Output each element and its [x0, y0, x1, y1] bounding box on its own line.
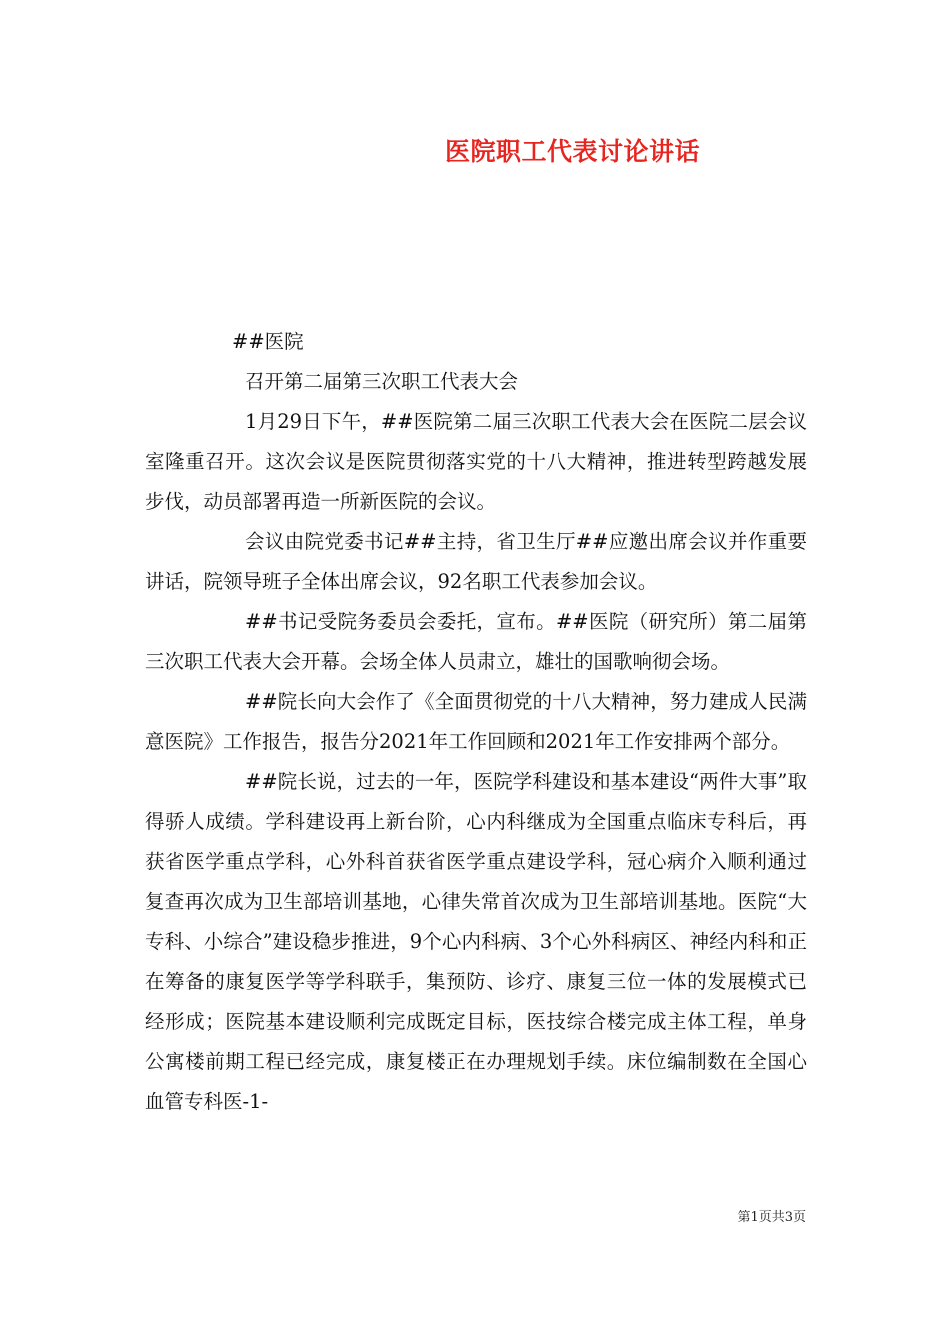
body-paragraph-5: ##院长说，过去的一年，医院学科建设和基本建设“两件大事”取得骄人成绩。学科建设再上新台阶，心内科继成为全国重点临床专科后，再获省医学重点学科，心外科首获省医学重点建设学科，冠心病介入顺利通过复查再次成为卫生部培训基地，心律失常首次成为卫生部培训基地。医院“大专科、小综合”建设稳步推进，9个心内科病、3个心外科病区、神经内科和正在筹备的康复医学等学科联手，集预防、诊疗、康复三位一体的发展模式已经形成；医院基本建设顺利完成既定目标，医技综合楼完成主体工程，单身公寓楼前期工程已经完成，康复楼正在办理规划手续。床位编制数在全国心血管专科医-1-	[145, 770, 807, 1113]
body-paragraph-3: ##书记受院务委员会委托，宣布。##医院（研究所）第二届第三次职工代表大会开幕。会场全体人员肃立，雄壮的国歌响彻会场。	[145, 610, 807, 673]
body-paragraph-4: ##院长向大会作了《全面贯彻党的十八大精神，努力建成人民满意医院》工作报告，报告分2021年工作回顾和2021年工作安排两个部分。	[145, 690, 807, 753]
meeting-headline: 召开第二届第三次职工代表大会	[245, 370, 519, 393]
document-title: 医院职工代表讨论讲话	[445, 137, 701, 166]
organization-line: ##医院	[232, 330, 304, 353]
body-paragraph-2: 会议由院党委书记##主持，省卫生厅##应邀出席会议并作重要讲话，院领导班子全体出席会议，92名职工代表参加会议。	[145, 530, 807, 593]
body-paragraph-1: 1月29日下午，##医院第二届三次职工代表大会在医院二层会议室隆重召开。这次会议是医院贯彻落实党的十八大精神，推进转型跨越发展步伐，动员部署再造一所新医院的会议。	[145, 410, 807, 513]
document-body	[145, 322, 807, 1122]
page-number: 第1页共3页	[737, 1210, 806, 1225]
